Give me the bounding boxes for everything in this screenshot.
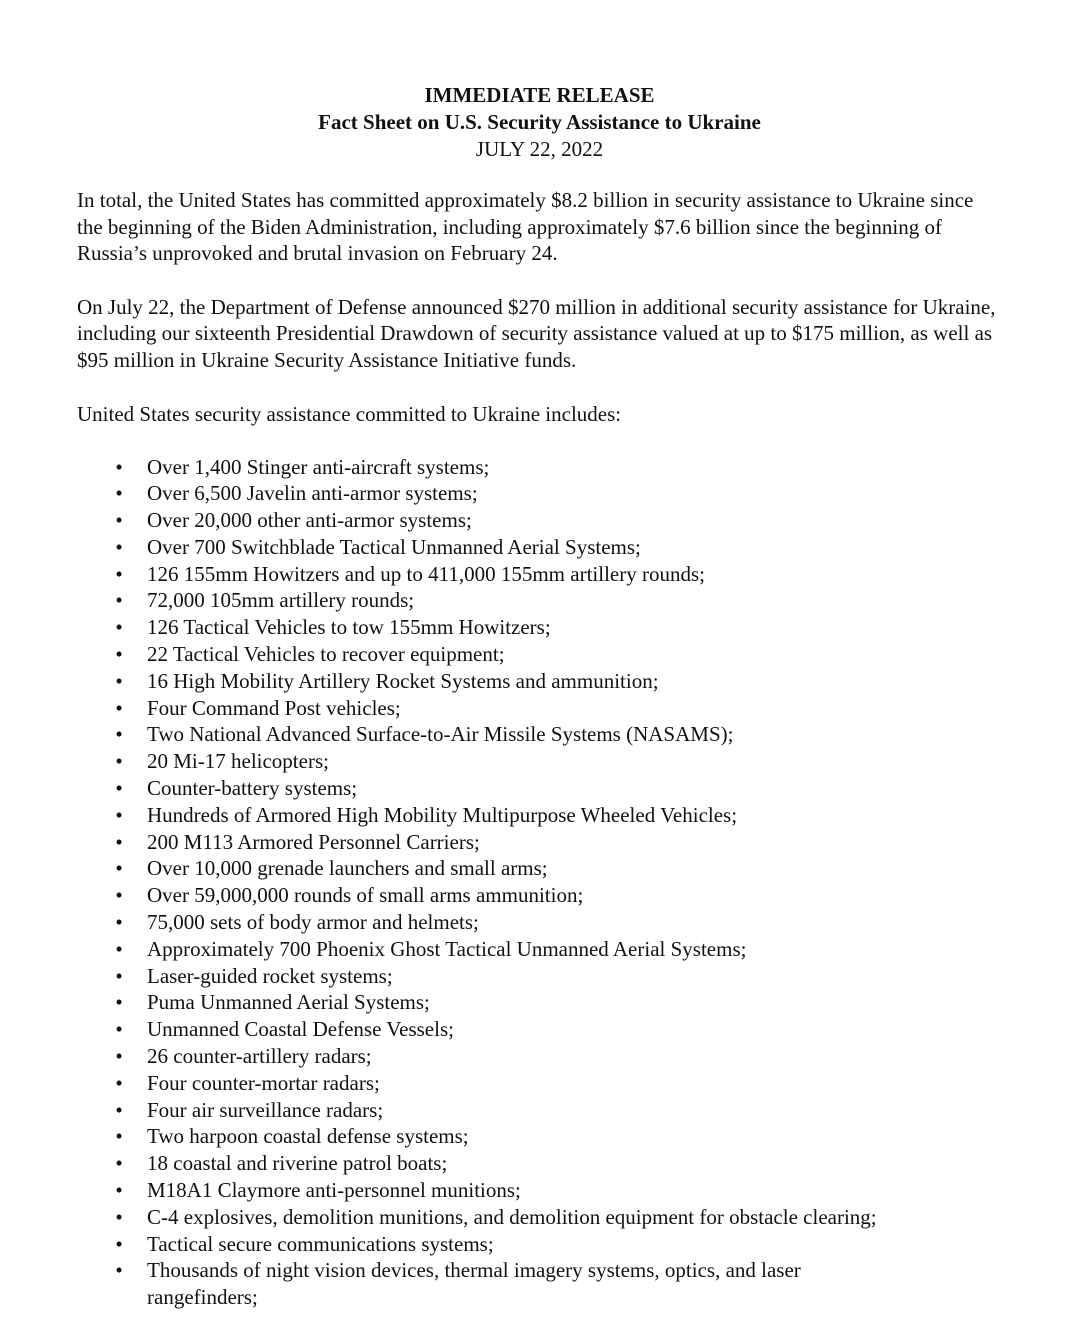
bullet-icon: • <box>115 1231 123 1256</box>
list-item <box>0 454 907 481</box>
bullet-icon: • <box>115 883 123 908</box>
bullet-icon: • <box>115 1124 123 1149</box>
list-item <box>0 534 907 561</box>
bullet-icon: • <box>115 1178 123 1203</box>
list-item <box>0 507 907 534</box>
list-item <box>0 561 907 588</box>
list-item <box>0 1257 907 1311</box>
list-item-text: Thousands of night vision devices, thermal imagery systems, optics, and laser rangefinders; <box>147 1258 801 1310</box>
list-item-text: Tactical secure communications systems; <box>147 1231 494 1256</box>
bullet-icon: • <box>115 454 123 479</box>
list-item <box>0 855 907 882</box>
list-intro-paragraph: United States security assistance committed to Ukraine includes: <box>77 402 622 426</box>
bullet-icon: • <box>115 508 123 533</box>
bullet-icon: • <box>115 1204 123 1229</box>
bullet-icon: • <box>115 615 123 640</box>
list-item <box>0 721 907 748</box>
assistance-list <box>0 454 1079 1312</box>
list-item-text: Two harpoon coastal defense systems; <box>147 1124 469 1149</box>
list-item <box>0 695 907 722</box>
list-item <box>0 963 907 990</box>
list-item-text: 75,000 sets of body armor and helmets; <box>147 910 479 935</box>
list-item <box>0 909 907 936</box>
list-item <box>0 775 907 802</box>
list-item <box>0 936 907 963</box>
list-item <box>0 1123 907 1150</box>
list-item <box>0 748 907 775</box>
list-item <box>0 1043 907 1070</box>
bullet-icon: • <box>115 722 123 747</box>
bullet-icon: • <box>115 642 123 667</box>
total-commitment-paragraph: In total, the United States has committed approximately $8.2 billion in security assistance to Ukraine since the beginning of the Biden Administration, including approximately $7.6 billion since the beginning of Russia’s unprovoked and brutal invasion on February 24. <box>77 188 974 265</box>
document-date: JULY 22, 2022 <box>475 137 604 161</box>
bullet-icon: • <box>115 1097 123 1122</box>
list-item-text: 72,000 105mm artillery rounds; <box>147 588 415 613</box>
bullet-icon: • <box>115 588 123 613</box>
list-item <box>0 641 907 668</box>
bullet-icon: • <box>115 990 123 1015</box>
list-item <box>0 989 907 1016</box>
list-item-text: C-4 explosives, demolition munitions, and demolition equipment for obstacle clearing; <box>147 1204 877 1229</box>
list-item <box>0 1070 907 1097</box>
list-item-text: Over 59,000,000 rounds of small arms ammunition; <box>147 883 584 908</box>
list-item-text: 26 counter-artillery radars; <box>147 1044 372 1069</box>
list-item <box>0 1016 907 1043</box>
list-item-text: Four counter-mortar radars; <box>147 1070 380 1095</box>
list-item <box>0 829 907 856</box>
list-item-text: 22 Tactical Vehicles to recover equipment; <box>147 642 505 667</box>
list-item <box>0 1150 907 1177</box>
bullet-icon: • <box>115 1151 123 1176</box>
list-item <box>0 1231 907 1258</box>
bullet-icon: • <box>115 963 123 988</box>
bullet-icon: • <box>115 829 123 854</box>
list-item <box>0 802 907 829</box>
list-item <box>0 882 907 909</box>
bullet-icon: • <box>115 856 123 881</box>
document-title: Fact Sheet on U.S. Security Assistance to Ukraine <box>318 110 761 134</box>
list-item-text: 200 M113 Armored Personnel Carriers; <box>147 829 480 854</box>
bullet-icon: • <box>115 561 123 586</box>
list-item-text: M18A1 Claymore anti-personnel munitions; <box>147 1178 521 1203</box>
list-item-text: Approximately 700 Phoenix Ghost Tactical Unmanned Aerial Systems; <box>147 936 747 961</box>
bullet-icon: • <box>115 1070 123 1095</box>
bullet-icon: • <box>115 1017 123 1042</box>
list-item-text: Hundreds of Armored High Mobility Multipurpose Wheeled Vehicles; <box>147 802 738 827</box>
list-item-text: Two National Advanced Surface-to-Air Missile Systems (NASAMS); <box>147 722 734 747</box>
list-item-text: Four Command Post vehicles; <box>147 695 401 720</box>
list-item <box>0 587 907 614</box>
list-item <box>0 668 907 695</box>
list-item-text: Puma Unmanned Aerial Systems; <box>147 990 430 1015</box>
announcement-paragraph: On July 22, the Department of Defense announced $270 million in additional security assistance for Ukraine, including our sixteenth Presidential Drawdown of security assistance valued at up to $175 million, as well as $95 million in Ukraine Security Assistance Initiative funds. <box>77 294 996 372</box>
release-label: IMMEDIATE RELEASE <box>424 83 655 107</box>
bullet-icon: • <box>115 695 123 720</box>
list-item-text: Laser-guided rocket systems; <box>147 963 393 988</box>
list-item-text: 126 Tactical Vehicles to tow 155mm Howitzers; <box>147 615 551 640</box>
list-item <box>0 614 907 641</box>
list-item-text: Four air surveillance radars; <box>147 1097 384 1122</box>
list-item-text: 126 155mm Howitzers and up to 411,000 155mm artillery rounds; <box>147 561 705 586</box>
list-item <box>0 1177 907 1204</box>
list-item-text: Over 700 Switchblade Tactical Unmanned Aerial Systems; <box>147 534 641 559</box>
list-item-text: 18 coastal and riverine patrol boats; <box>147 1151 448 1176</box>
bullet-icon: • <box>115 481 123 506</box>
bullet-icon: • <box>115 534 123 559</box>
document-header <box>0 82 1079 163</box>
list-item-text: Counter-battery systems; <box>147 776 358 801</box>
list-item-text: Over 20,000 other anti-armor systems; <box>147 508 472 533</box>
bullet-icon: • <box>115 668 123 693</box>
bullet-icon: • <box>115 802 123 827</box>
list-item-text: Over 1,400 Stinger anti-aircraft systems; <box>147 454 490 479</box>
bullet-icon: • <box>115 936 123 961</box>
bullet-icon: • <box>115 776 123 801</box>
list-item-text: Unmanned Coastal Defense Vessels; <box>147 1017 454 1042</box>
bullet-icon: • <box>115 749 123 774</box>
bullet-icon: • <box>115 1258 123 1283</box>
bullet-icon: • <box>115 910 123 935</box>
bullet-icon: • <box>115 1044 123 1069</box>
list-item <box>0 1097 907 1124</box>
list-item <box>0 1204 907 1231</box>
list-item-text: Over 10,000 grenade launchers and small arms; <box>147 856 548 881</box>
list-item-text: 20 Mi-17 helicopters; <box>147 749 329 774</box>
list-item <box>0 480 907 507</box>
list-item-text: Over 6,500 Javelin anti-armor systems; <box>147 481 478 506</box>
list-item-text: 16 High Mobility Artillery Rocket Systems and ammunition; <box>147 668 659 693</box>
